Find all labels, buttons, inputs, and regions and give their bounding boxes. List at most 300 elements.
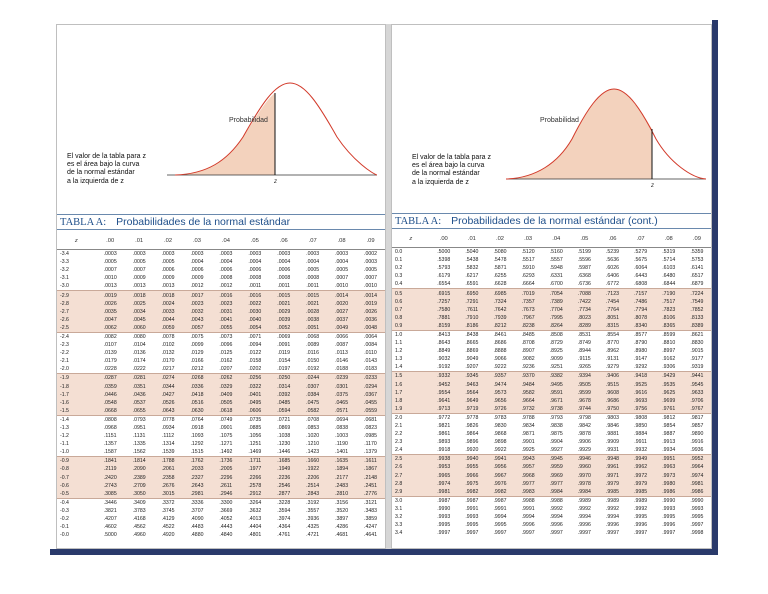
probability-cell: .0918 (190, 425, 204, 432)
z-value-cell: -1.2 (60, 433, 69, 440)
probability-cell: .0013 (161, 283, 175, 290)
probability-cell: .0526 (154, 399, 183, 407)
probability-cell: .0008 (277, 275, 291, 282)
probability-cell: .0968 (103, 425, 117, 432)
probability-cell: .9793 (542, 413, 570, 422)
z-value-cell: 1.8 (392, 397, 430, 405)
probability-cell: .0681 (356, 415, 385, 424)
probability-cell: .0096 (219, 342, 233, 349)
probability-cell: .5714 (662, 257, 676, 264)
probability-cell: .1492 (219, 449, 233, 456)
probability-cell: .9441 (683, 372, 711, 381)
probability-cell: .9803 (598, 413, 626, 422)
probability-cell: .5398 (437, 257, 451, 264)
probability-cell: .0281 (125, 374, 154, 383)
probability-cell: .0749 (211, 415, 240, 424)
probability-cell: .7389 (542, 298, 570, 306)
probability-cell: .0062 (96, 324, 125, 333)
probability-cell: .0823 (364, 425, 378, 432)
probability-cell: .9932 (634, 447, 648, 454)
probability-cell: .8485 (514, 330, 542, 339)
probability-cell: .7357 (514, 298, 542, 306)
probability-cell: .1271 (219, 441, 233, 448)
probability-cell: .4880 (190, 532, 204, 539)
probability-cell: .9066 (493, 356, 507, 363)
probability-cell: .4681 (335, 532, 349, 539)
intro-line: a la izquierda de z (67, 177, 124, 185)
probability-cell: .9959 (542, 463, 570, 471)
probability-cell: .6103 (662, 265, 676, 272)
probability-cell: .9997 (577, 530, 591, 537)
probability-cell: .9909 (605, 439, 619, 446)
probability-cell: .8997 (662, 348, 676, 355)
table-title: Probabilidades de la normal estándar (116, 216, 291, 228)
probability-cell: .0037 (327, 316, 356, 324)
probability-cell: .1635 (327, 457, 356, 466)
z-value-cell: -1.5 (57, 407, 96, 416)
probability-cell: .9821 (437, 423, 451, 430)
probability-cell: .0073 (211, 332, 240, 341)
probability-cell: .8238 (514, 322, 542, 331)
probability-cell: .9934 (662, 447, 676, 454)
table-row (57, 490, 385, 499)
probability-cell: .2296 (211, 474, 240, 482)
probability-cell: .8770 (605, 340, 619, 347)
left-intro-text (67, 153, 146, 186)
probability-cell: .0012 (219, 283, 233, 290)
table-row (57, 266, 385, 274)
table-row (57, 432, 385, 440)
table-row (57, 391, 385, 399)
probability-cell: .1736 (211, 457, 240, 466)
probability-cell: .0043 (183, 316, 212, 324)
probability-cell: .0174 (132, 358, 146, 365)
probability-cell: .2578 (240, 482, 269, 490)
table-row (57, 274, 385, 282)
probability-cell: .0735 (240, 415, 269, 424)
probability-cell: .8686 (493, 340, 507, 347)
probability-cell: .0006 (248, 267, 262, 274)
probability-cell: .0029 (269, 308, 298, 316)
table-row (392, 264, 711, 272)
probability-cell: .5636 (605, 257, 619, 264)
table-row (392, 280, 711, 289)
table-row (57, 308, 385, 316)
probability-cell: .9890 (690, 431, 704, 438)
probability-cell: .0011 (306, 283, 319, 290)
z-value-cell: -1.4 (57, 415, 96, 424)
probability-cell: .0166 (190, 358, 204, 365)
table-row (57, 507, 385, 515)
column-header: .02 (486, 230, 514, 248)
probability-cell: .2119 (96, 465, 125, 473)
probability-cell: .7794 (627, 306, 655, 314)
probability-cell: .9995 (465, 522, 479, 529)
column-header: .03 (514, 230, 542, 248)
table-row (57, 332, 385, 341)
probability-cell: .0003 (103, 251, 117, 258)
z-value-cell: 1.3 (395, 356, 403, 363)
z-value-cell: -1.8 (57, 383, 96, 391)
probability-cell: .0192 (306, 366, 320, 373)
probability-cell: .5000 (103, 532, 117, 539)
probability-cell: .0044 (154, 316, 183, 324)
probability-cell: .8888 (493, 348, 507, 355)
table-row (57, 383, 385, 391)
probability-cell: .9997 (493, 530, 507, 537)
z-value-cell: 3.0 (392, 496, 430, 505)
probability-cell: .0094 (248, 342, 262, 349)
probability-cell: .9952 (683, 455, 711, 464)
probability-cell: .8980 (634, 348, 648, 355)
probability-cell: .9978 (570, 480, 598, 488)
probability-cell: .0122 (248, 350, 262, 357)
probability-cell: .0384 (298, 391, 327, 399)
probability-cell: .0057 (183, 324, 212, 333)
probability-cell: .0314 (269, 383, 298, 391)
probability-cell: .2546 (269, 482, 298, 490)
probability-cell: .0024 (154, 300, 183, 308)
probability-cell: .0006 (219, 267, 233, 274)
probability-cell: .0003 (277, 251, 291, 258)
probability-cell: .0853 (306, 425, 320, 432)
probability-cell: .9971 (598, 472, 626, 480)
z-value-cell: 2.6 (392, 463, 430, 471)
probability-cell: .8554 (598, 330, 626, 339)
probability-cell: .0008 (219, 275, 233, 282)
probability-cell: .0505 (211, 399, 240, 407)
probability-cell: .0606 (240, 407, 269, 416)
probability-cell: .9927 (549, 447, 563, 454)
probability-cell: .2611 (211, 482, 240, 490)
probability-cell: .9834 (521, 423, 535, 430)
z-value-cell: -0.7 (57, 474, 96, 482)
probability-cell: .9993 (690, 505, 704, 512)
probability-cell: .6915 (430, 289, 458, 298)
probability-cell: .9452 (430, 381, 458, 389)
probability-cell: .3897 (335, 516, 349, 523)
z-value-cell: -1.6 (57, 399, 96, 407)
left-shaded-area (175, 93, 275, 175)
probability-cell: .9881 (605, 431, 619, 438)
probability-cell: .9332 (430, 372, 458, 381)
probability-cell: .1894 (327, 465, 356, 473)
probability-cell: .0010 (103, 275, 117, 282)
probability-cell: .0351 (125, 383, 154, 391)
probability-cell: .9738 (542, 405, 570, 414)
left-page (56, 24, 386, 549)
probability-cell: .9292 (634, 364, 648, 371)
probability-cell: .3264 (240, 498, 269, 507)
probability-cell: .9976 (486, 480, 514, 488)
probability-cell: .2451 (356, 482, 385, 490)
probability-cell: .0934 (161, 425, 175, 432)
table-row (57, 365, 385, 374)
probability-cell: .1335 (132, 441, 146, 448)
z-value-cell: 1.1 (395, 340, 403, 347)
probability-cell: .0418 (183, 391, 212, 399)
probability-cell: .9686 (598, 397, 626, 405)
probability-cell: .0571 (327, 407, 356, 416)
probability-cell: .0139 (103, 350, 117, 357)
probability-cell: .8106 (655, 314, 683, 322)
probability-cell: .6368 (577, 273, 591, 280)
probability-cell: .5279 (634, 249, 648, 256)
probability-cell: .9236 (521, 364, 535, 371)
table-row (392, 480, 711, 488)
probability-cell: .9936 (690, 447, 704, 454)
probability-cell: .5557 (549, 257, 563, 264)
probability-cell: .3228 (269, 498, 298, 507)
probability-cell: .9756 (627, 405, 655, 414)
probability-cell: .8159 (430, 322, 458, 331)
probability-cell: .0322 (240, 383, 269, 391)
probability-cell: .0217 (161, 366, 175, 373)
probability-cell: .0075 (183, 332, 212, 341)
z-value-cell: 0.4 (395, 281, 403, 288)
probability-cell: .0026 (356, 308, 385, 316)
table-row (392, 355, 711, 363)
probability-cell: .0344 (154, 383, 183, 391)
probability-cell: .2709 (125, 482, 154, 490)
probability-cell: .0060 (125, 324, 154, 333)
probability-cell: .7852 (683, 306, 711, 314)
probability-cell: .3783 (132, 507, 146, 514)
z-value-cell: -0.8 (57, 465, 96, 473)
column-header-z: z (392, 230, 430, 248)
probability-cell: .7324 (486, 298, 514, 306)
probability-cell: .9981 (430, 488, 458, 497)
probability-cell: .5793 (437, 265, 451, 272)
probability-cell: .9382 (542, 372, 570, 381)
probability-cell: .4090 (190, 516, 204, 523)
probability-cell: .9988 (514, 496, 542, 505)
probability-cell: .7157 (627, 289, 655, 298)
probability-cell: .1093 (190, 433, 204, 440)
probability-cell: .0006 (161, 267, 175, 274)
right-normal-curve-graph (506, 59, 706, 197)
table-label: TABLA A: (395, 216, 442, 227)
column-header: .05 (240, 232, 269, 250)
table-row (57, 448, 385, 457)
probability-cell: .3409 (125, 498, 154, 507)
z-value-cell: -0.3 (60, 507, 69, 514)
probability-cell: .8749 (577, 340, 591, 347)
probability-cell: .3974 (277, 516, 291, 523)
table-row (57, 457, 385, 466)
probability-cell: .8944 (577, 348, 591, 355)
probability-cell: .9744 (570, 405, 598, 414)
probability-cell: .0007 (103, 267, 117, 274)
probability-cell: .0495 (240, 399, 269, 407)
table-row (392, 272, 711, 280)
probability-cell: .4920 (161, 532, 175, 539)
probability-cell: .6772 (605, 281, 619, 288)
probability-cell: .0010 (364, 283, 378, 290)
probability-cell: .4325 (306, 524, 320, 531)
probability-cell: .9554 (430, 389, 458, 397)
probability-cell: .0287 (96, 374, 125, 383)
table-header-row (57, 232, 385, 250)
probability-cell: .0049 (327, 324, 356, 333)
probability-cell: .0143 (364, 358, 378, 365)
probability-cell: .0294 (356, 383, 385, 391)
probability-cell: .7517 (655, 298, 683, 306)
probability-cell: .3557 (306, 507, 320, 514)
probability-cell: .0409 (211, 391, 240, 399)
probability-cell: .0099 (190, 342, 204, 349)
probability-cell: .9988 (542, 496, 570, 505)
table-row (392, 422, 711, 430)
z-value-cell: 2.3 (395, 439, 403, 446)
probability-cell: .4168 (132, 516, 146, 523)
column-header: .07 (627, 230, 655, 248)
probability-cell: .8665 (465, 340, 479, 347)
column-header-z: z (57, 232, 96, 250)
probability-cell: .0054 (240, 324, 269, 333)
probability-cell: .0007 (335, 275, 349, 282)
probability-cell: .9948 (598, 455, 626, 464)
probability-cell: .9986 (683, 488, 711, 497)
z-value-cell: 0.6 (392, 298, 430, 306)
z-value-cell: 1.2 (395, 348, 403, 355)
probability-cell: .9162 (662, 356, 676, 363)
probability-cell: .9955 (458, 463, 486, 471)
column-header: .00 (430, 230, 458, 248)
probability-cell: .0162 (219, 358, 233, 365)
probability-cell: .0336 (183, 383, 212, 391)
probability-cell: .9608 (598, 389, 626, 397)
probability-cell: .9995 (437, 522, 451, 529)
probability-cell: .0901 (219, 425, 233, 432)
probability-cell: .2743 (96, 482, 125, 490)
probability-cell: .4286 (335, 524, 349, 531)
probability-cell: .9985 (627, 488, 655, 497)
probability-cell: .0239 (327, 374, 356, 383)
probability-cell: .7190 (655, 289, 683, 298)
column-header: .08 (655, 230, 683, 248)
probability-cell: .0084 (364, 342, 378, 349)
probability-cell: .9484 (514, 381, 542, 389)
probability-cell: .1230 (277, 441, 291, 448)
table-row (392, 513, 711, 521)
table-row (57, 415, 385, 424)
probability-cell: .0655 (125, 407, 154, 416)
probability-cell: .9998 (690, 530, 704, 537)
probability-cell: .6026 (605, 265, 619, 272)
probability-cell: .1469 (248, 449, 262, 456)
probability-cell: .0268 (183, 374, 212, 383)
probability-cell: .9931 (605, 447, 619, 454)
probability-cell: .0188 (335, 366, 349, 373)
probability-cell: .0559 (356, 407, 385, 416)
z-value-cell: -3.0 (60, 283, 69, 290)
probability-cell: .9981 (683, 480, 711, 488)
table-row (392, 339, 711, 347)
probability-cell: .1587 (103, 449, 117, 456)
probability-cell: .9970 (570, 472, 598, 480)
probability-cell: .0003 (219, 251, 233, 258)
probability-cell: .1711 (240, 457, 269, 466)
z-value-cell: -3.2 (60, 267, 69, 274)
intro-line: El valor de la tabla para z (412, 154, 491, 161)
probability-cell: .0087 (335, 342, 349, 349)
probability-cell: .8212 (486, 322, 514, 331)
probability-cell: .8461 (486, 330, 514, 339)
probability-cell: .5160 (549, 249, 563, 256)
probability-cell: .4562 (132, 524, 146, 531)
probability-cell: .2005 (211, 465, 240, 473)
probability-cell: .0047 (96, 316, 125, 324)
column-header: .08 (327, 232, 356, 250)
column-header: .06 (269, 232, 298, 250)
right-intro-text (412, 154, 512, 187)
probability-cell: .9972 (627, 472, 655, 480)
probability-cell: .9857 (690, 423, 704, 430)
probability-cell: .0005 (364, 267, 378, 274)
probability-cell: .9967 (486, 472, 514, 480)
table-row (57, 440, 385, 448)
probability-cell: .0066 (327, 332, 356, 341)
z-value-cell: -1.3 (60, 425, 69, 432)
probability-cell: .4364 (277, 524, 291, 531)
probability-cell: .0003 (364, 259, 378, 266)
probability-cell: .2358 (154, 474, 183, 482)
probability-cell: .9979 (598, 480, 626, 488)
probability-cell: .9985 (598, 488, 626, 497)
probability-cell: .8599 (655, 330, 683, 339)
probability-cell: .5948 (549, 265, 563, 272)
probability-cell: .0116 (306, 350, 319, 357)
probability-cell: .3859 (364, 516, 378, 523)
probability-cell: .2946 (211, 490, 240, 499)
z-value-cell: -2.6 (57, 316, 96, 324)
probability-cell: .3594 (277, 507, 291, 514)
probability-cell: .0021 (298, 300, 327, 308)
probability-cell: .2981 (183, 490, 212, 499)
z-value-cell: 0.0 (395, 249, 403, 256)
intro-line: a la izquierda de z (412, 178, 469, 186)
probability-cell: .9963 (655, 463, 683, 471)
probability-cell: .1867 (356, 465, 385, 473)
z-value-cell: -0.6 (57, 482, 96, 490)
probability-cell: .0004 (335, 259, 349, 266)
probability-cell: .9429 (655, 372, 683, 381)
probability-cell: .0021 (269, 300, 298, 308)
probability-cell: .0022 (240, 300, 269, 308)
probability-cell: .0035 (96, 308, 125, 316)
column-header: .01 (458, 230, 486, 248)
probability-cell: .8340 (627, 322, 655, 331)
probability-cell: .9726 (486, 405, 514, 414)
table-row (392, 488, 711, 497)
probability-cell: .9962 (627, 463, 655, 471)
probability-cell: .0020 (327, 300, 356, 308)
probability-cell: .0708 (298, 415, 327, 424)
probability-cell: .8925 (549, 348, 563, 355)
probability-cell: .0039 (269, 316, 298, 324)
left-normal-curve (175, 83, 377, 175)
probability-cell: .9997 (662, 530, 676, 537)
probability-cell: .9943 (514, 455, 542, 464)
probability-cell: .3372 (154, 498, 183, 507)
probability-cell: .9656 (486, 397, 514, 405)
probability-cell: .9846 (605, 423, 619, 430)
probability-cell: .4801 (248, 532, 262, 539)
column-header: .07 (298, 232, 327, 250)
probability-cell: .0778 (154, 415, 183, 424)
book-edge-right (712, 20, 718, 553)
